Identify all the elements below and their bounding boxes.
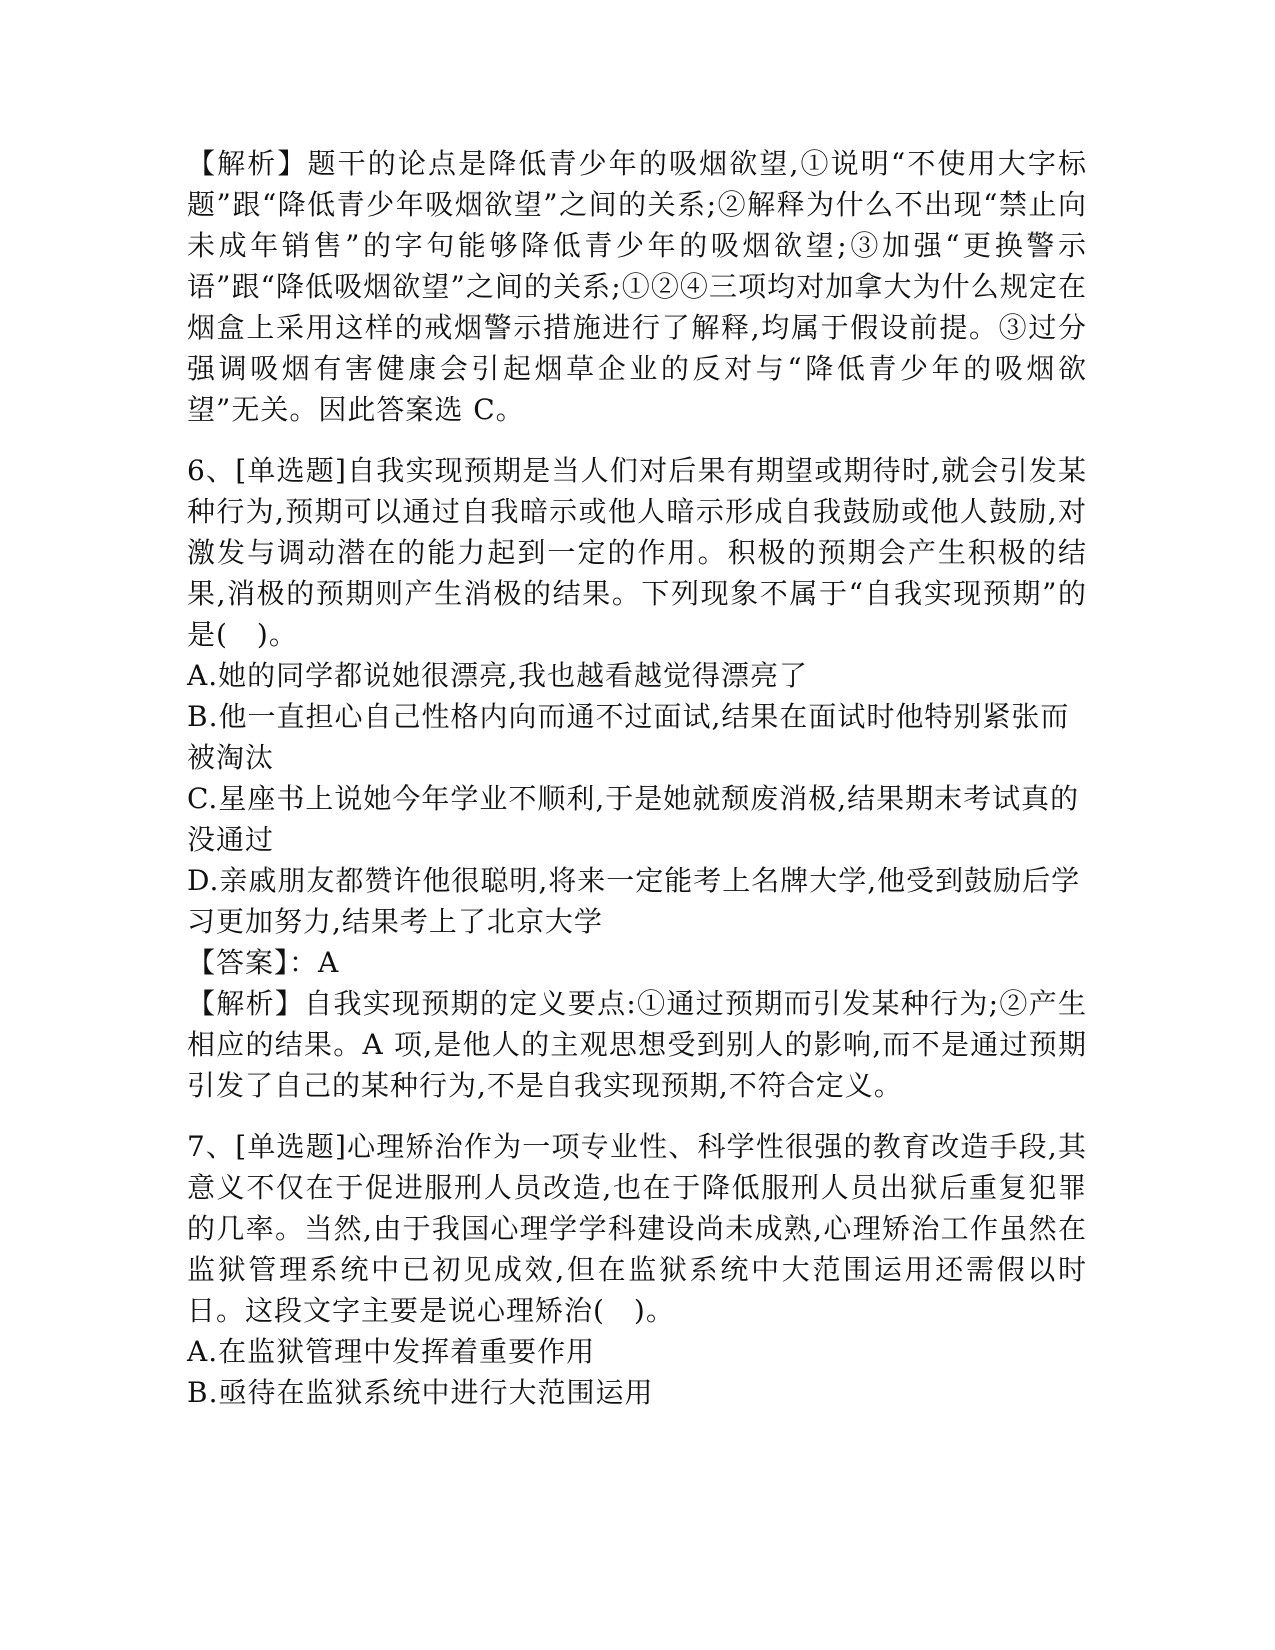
q7-option-a: A.在监狱管理中发挥着重要作用 [187, 1335, 596, 1368]
q6-stem: 6、[单选题]自我实现预期是当人们对后果有期望或期待时,就会引发某种行为,预期可以通过自我暗示或他人暗示形成自我鼓励或他人鼓励,对激发与调动潜在的能力起到一定的作用。积极的预期会产生积极的结果,消极的预期则产生消极的结果。下列现象不属于“自我实现预期”的是( )。 [187, 454, 1087, 651]
q6-option-d: D.亲戚朋友都赞许他很聪明,将来一定能考上名牌大学,他受到鼓励后学习更加努力,结果考上了北京大学 [187, 864, 1081, 938]
q6-option-c: C.星座书上说她今年学业不顺利,于是她就颓废消极,结果期末考试真的没通过 [187, 782, 1080, 856]
section-gap [187, 1106, 1087, 1126]
q6-analysis: 【解析】自我实现预期的定义要点:①通过预期而引发某种行为;②产生相应的结果。A 项,是他人的主观思想受到别人的影响,而不是通过预期引发了自己的某种行为,不是自我实现预期,不符合定义。 [187, 987, 1087, 1102]
q6-option-b: B.他一直担心自己性格内向而通不过面试,结果在面试时他特别紧张而被淘汰 [187, 700, 1070, 774]
page-content [187, 143, 1087, 1413]
q7-option-b: B.亟待在监狱系统中进行大范围运用 [187, 1376, 654, 1409]
q6-answer: 【答案】：A [187, 946, 340, 979]
q7-stem: 7、[单选题]心理矫治作为一项专业性、科学性很强的教育改造手段,其意义不仅在于促进服刑人员改造,也在于降低服刑人员出狱后重复犯罪的几率。当然,由于我国心理学学科建设尚未成熟,心理矫治工作虽然在监狱管理系统中已初见成效,但在监狱系统中大范围运用还需假以时日。这段文字主要是说心理矫治( )。 [187, 1130, 1087, 1327]
section-gap [187, 430, 1087, 450]
q6-option-a: A.她的同学都说她很漂亮,我也越看越觉得漂亮了 [187, 659, 809, 692]
q5-analysis: 【解析】题干的论点是降低青少年的吸烟欲望,①说明“不使用大字标题”跟“降低青少年吸烟欲望”之间的关系;②解释为什么不出现“禁止向未成年销售”的字句能够降低青少年的吸烟欲望;③加强“更换警示语”跟“降低吸烟欲望”之间的关系;①②④三项均对加拿大为什么规定在烟盒上采用这样的戒烟警示措施进行了解释,均属于假设前提。③过分强调吸烟有害健康会引起烟草企业的反对与“降低青少年的吸烟欲望”无关。因此答案选 C。 [187, 147, 1087, 426]
